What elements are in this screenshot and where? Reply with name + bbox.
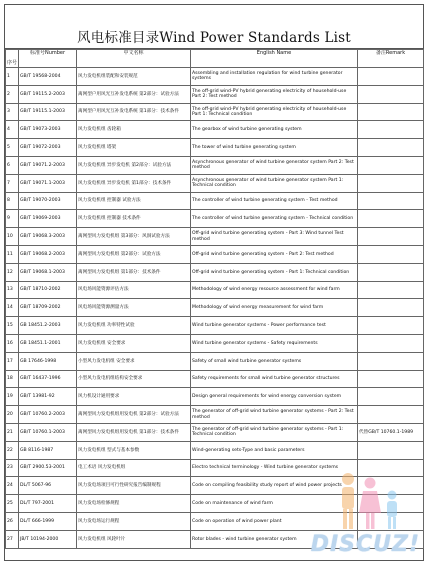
header-code: 标准号Number [19, 50, 77, 68]
row-number: 19 [6, 388, 19, 406]
chinese-name: 离网型风力发电机组用发电机 第2部分：试验方法 [77, 406, 191, 424]
english-name: The off-grid wind-PV hybrid generating electricity of household-use Part 2: Test method [191, 85, 358, 103]
remark [358, 103, 424, 121]
table-header-row [6, 50, 424, 68]
table-row [6, 245, 424, 263]
english-name: The off-grid wind-PV hybrid generating electricity of household-use Part 1: Technical condition [191, 103, 358, 121]
chinese-name: 风力发电机组 风轮叶片 [77, 530, 191, 548]
row-number: 3 [6, 103, 19, 121]
standard-number: GB/T 2900.53-2001 [19, 459, 77, 477]
chinese-name: 离网型风力发电机组 第1部分：技术条件 [77, 263, 191, 281]
chinese-name: 小型风力发电机组 安全要求 [77, 352, 191, 370]
standard-number: GB 18451.2-2003 [19, 317, 77, 335]
table-row [6, 121, 424, 139]
chinese-name: 风力发电机组 安全要求 [77, 334, 191, 352]
row-number: 21 [6, 423, 19, 441]
standard-number: GB/T 19070-2003 [19, 192, 77, 210]
standard-number: GB/T 19115.1-2003 [19, 103, 77, 121]
chinese-name: 离网型风力发电机组用发电机 第1部分：技术条件 [77, 423, 191, 441]
standard-number: GB 17646-1998 [19, 352, 77, 370]
standard-number: GB/T 19071.1-2003 [19, 174, 77, 192]
remark [358, 174, 424, 192]
english-name: The gearbox of wind turbine generating system [191, 121, 358, 139]
remark [358, 68, 424, 86]
english-name: Off-grid wind turbine generating system - Part 2: Test method [191, 245, 358, 263]
standards-sheet [4, 4, 424, 561]
remark [358, 317, 424, 335]
remark [358, 495, 424, 513]
standard-number: GB/T 19068.3-2003 [19, 228, 77, 246]
table-row [6, 192, 424, 210]
remark [358, 441, 424, 459]
table-row [6, 512, 424, 530]
table-row [6, 299, 424, 317]
chinese-name: 风力发电机组 控制器 试验方法 [77, 192, 191, 210]
table-row [6, 103, 424, 121]
english-name: Off-grid wind turbine generating system - Part 3: Wind tunnel Test method [191, 228, 358, 246]
chinese-name: 风电场风能资源测量方法 [77, 299, 191, 317]
page-title: 风电标准目录Wind Power Standards List [5, 5, 423, 49]
row-number: 10 [6, 228, 19, 246]
remark [358, 121, 424, 139]
english-name: Assembling and installation regulation for wind turbine generator systems [191, 68, 358, 86]
english-name: Asynchronous generator of wind turbine generator system Part 1: Technical condition [191, 174, 358, 192]
standard-number: GB/T 18710-2002 [19, 281, 77, 299]
chinese-name: 风力发电场检修规程 [77, 495, 191, 513]
row-number: 15 [6, 317, 19, 335]
table-row [6, 174, 424, 192]
chinese-name: 电工术语 风力发电机组 [77, 459, 191, 477]
header-no: 序号 [6, 50, 19, 68]
english-name: Wind turbine generator systems - Safety requirements [191, 334, 358, 352]
english-name: The generator of off-grid wind turbine generator systems - Part 1: Technical condition [191, 423, 358, 441]
english-name: Code on operation of wind power plant [191, 512, 358, 530]
row-number: 4 [6, 121, 19, 139]
standard-number: GB/T 16437-1996 [19, 370, 77, 388]
remark [358, 210, 424, 228]
remark [358, 85, 424, 103]
standard-number: GB/T 19115.2-2003 [19, 85, 77, 103]
standard-number: DL/T 666-1999 [19, 512, 77, 530]
row-number: 25 [6, 495, 19, 513]
table-row [6, 139, 424, 157]
chinese-name: 离网型户用风光互补发电系统 第1部分：技术条件 [77, 103, 191, 121]
table-row [6, 281, 424, 299]
english-name: Wind-generating sets-Type and basic parameters [191, 441, 358, 459]
remark [358, 477, 424, 495]
chinese-name: 风力发电场项目可行性研究报告编制规程 [77, 477, 191, 495]
english-name: Safety requirements for small wind turbine generator structures [191, 370, 358, 388]
chinese-name: 风力发电机组 型式与基本参数 [77, 441, 191, 459]
row-number: 17 [6, 352, 19, 370]
chinese-name: 风力发电机组装配和安装规范 [77, 68, 191, 86]
row-number: 13 [6, 281, 19, 299]
chinese-name: 小型风力发电机组结构安全要求 [77, 370, 191, 388]
standard-number: GB/T 19069-2003 [19, 210, 77, 228]
chinese-name: 风力发电机组 控制器 技术条件 [77, 210, 191, 228]
english-name: Safety of small wind turbine generator systems [191, 352, 358, 370]
header-en: English Name [191, 50, 358, 68]
table-row [6, 228, 424, 246]
row-number: 16 [6, 334, 19, 352]
row-number: 6 [6, 156, 19, 174]
standard-number: GB 8116-1987 [19, 441, 77, 459]
english-name: Wind turbine generator systems - Power performance test [191, 317, 358, 335]
chinese-name: 离网型风力发电机组 第3部分：风洞试验方法 [77, 228, 191, 246]
standard-number: GB/T 13981-92 [19, 388, 77, 406]
chinese-name: 风力发电机组 齿轮箱 [77, 121, 191, 139]
english-name: The controller of wind turbine generating system - Test method [191, 192, 358, 210]
standard-number: GB/T 19072-2003 [19, 139, 77, 157]
row-number: 22 [6, 441, 19, 459]
table-row [6, 85, 424, 103]
table-row [6, 406, 424, 424]
remark [358, 192, 424, 210]
english-name: Off-grid wind turbine generating system - Part 1: Technical condition [191, 263, 358, 281]
table-row [6, 317, 424, 335]
row-number: 1 [6, 68, 19, 86]
english-name: Methodology of wind energy resource assessment for wind farm [191, 281, 358, 299]
row-number: 14 [6, 299, 19, 317]
table-row [6, 388, 424, 406]
english-name: Code on compiling feasibility study report of wind power projects [191, 477, 358, 495]
remark [358, 334, 424, 352]
remark [358, 245, 424, 263]
row-number: 8 [6, 192, 19, 210]
english-name: Electro technical terminology - Wind turbine generator systems [191, 459, 358, 477]
chinese-name: 风力发电机组 异步发电机 第2部分：试验方法 [77, 156, 191, 174]
remark [358, 299, 424, 317]
standard-number: GB/T 19068.2-2003 [19, 245, 77, 263]
remark [358, 139, 424, 157]
table-row [6, 210, 424, 228]
english-name: The tower of wind turbine generating system [191, 139, 358, 157]
standard-number: GB/T 19071.2-2003 [19, 156, 77, 174]
table-row [6, 263, 424, 281]
row-number: 26 [6, 512, 19, 530]
remark [358, 388, 424, 406]
table-body [6, 68, 424, 549]
remark: 代替GB/T 10760.1-1989 [358, 423, 424, 441]
english-name: Methodology of wind energy measurement for wind farm [191, 299, 358, 317]
row-number: 27 [6, 530, 19, 548]
row-number: 11 [6, 245, 19, 263]
english-name: Rotor blades - wind turbine generator system [191, 530, 358, 548]
remark [358, 281, 424, 299]
standard-number: GB/T 19068.1-2003 [19, 263, 77, 281]
standard-number: GB 18451.1-2001 [19, 334, 77, 352]
row-number: 23 [6, 459, 19, 477]
table-row [6, 477, 424, 495]
row-number: 12 [6, 263, 19, 281]
standard-number: DL/T 797-2001 [19, 495, 77, 513]
row-number: 9 [6, 210, 19, 228]
standard-number: GB/T 19073-2003 [19, 121, 77, 139]
header-cn: 中文名称 [77, 50, 191, 68]
table-row [6, 156, 424, 174]
row-number: 2 [6, 85, 19, 103]
chinese-name: 离网型户用风光互补发电系统 第2部分：试验方法 [77, 85, 191, 103]
remark [358, 263, 424, 281]
standards-table [5, 49, 424, 549]
header-remark: 备注Remark [358, 50, 424, 68]
standard-number: GB/T 10760.1-2003 [19, 423, 77, 441]
table-row [6, 334, 424, 352]
table-row [6, 459, 424, 477]
standard-number: GB/T 18709-2002 [19, 299, 77, 317]
remark [358, 512, 424, 530]
watermark-logo: DISCUZ! [310, 532, 420, 557]
chinese-name: 风力发电机组 塔架 [77, 139, 191, 157]
english-name: Design general requirements for wind energy conversion system [191, 388, 358, 406]
english-name: The controller of wind turbine generating system - Technical condition [191, 210, 358, 228]
table-row [6, 68, 424, 86]
row-number: 7 [6, 174, 19, 192]
english-name: The generator of off-grid wind turbine generator systems - Part 2: Test method [191, 406, 358, 424]
standard-number: GB/T 10760.2-2003 [19, 406, 77, 424]
row-number: 20 [6, 406, 19, 424]
row-number: 18 [6, 370, 19, 388]
remark [358, 156, 424, 174]
row-number: 5 [6, 139, 19, 157]
table-row [6, 495, 424, 513]
english-name: Code on maintenance of wind farm [191, 495, 358, 513]
table-row [6, 352, 424, 370]
standard-number: DL/T 5067-96 [19, 477, 77, 495]
standard-number: JB/T 10194-2000 [19, 530, 77, 548]
table-row [6, 370, 424, 388]
remark [358, 228, 424, 246]
table-row [6, 441, 424, 459]
standard-number: GB/T 19568-2004 [19, 68, 77, 86]
chinese-name: 离网型风力发电机组 第2部分：试验方法 [77, 245, 191, 263]
chinese-name: 风力发电机组 功率特性试验 [77, 317, 191, 335]
chinese-name: 风力发电场运行规程 [77, 512, 191, 530]
remark [358, 352, 424, 370]
english-name: Asynchronous generator of wind turbine generator system Part 2: Test method [191, 156, 358, 174]
table-row [6, 423, 424, 441]
remark [358, 406, 424, 424]
chinese-name: 风力机设计通用要求 [77, 388, 191, 406]
row-number: 24 [6, 477, 19, 495]
chinese-name: 风力发电机组 异步发电机 第1部分：技术条件 [77, 174, 191, 192]
remark [358, 370, 424, 388]
remark [358, 459, 424, 477]
chinese-name: 风电场风能资源评估方法 [77, 281, 191, 299]
